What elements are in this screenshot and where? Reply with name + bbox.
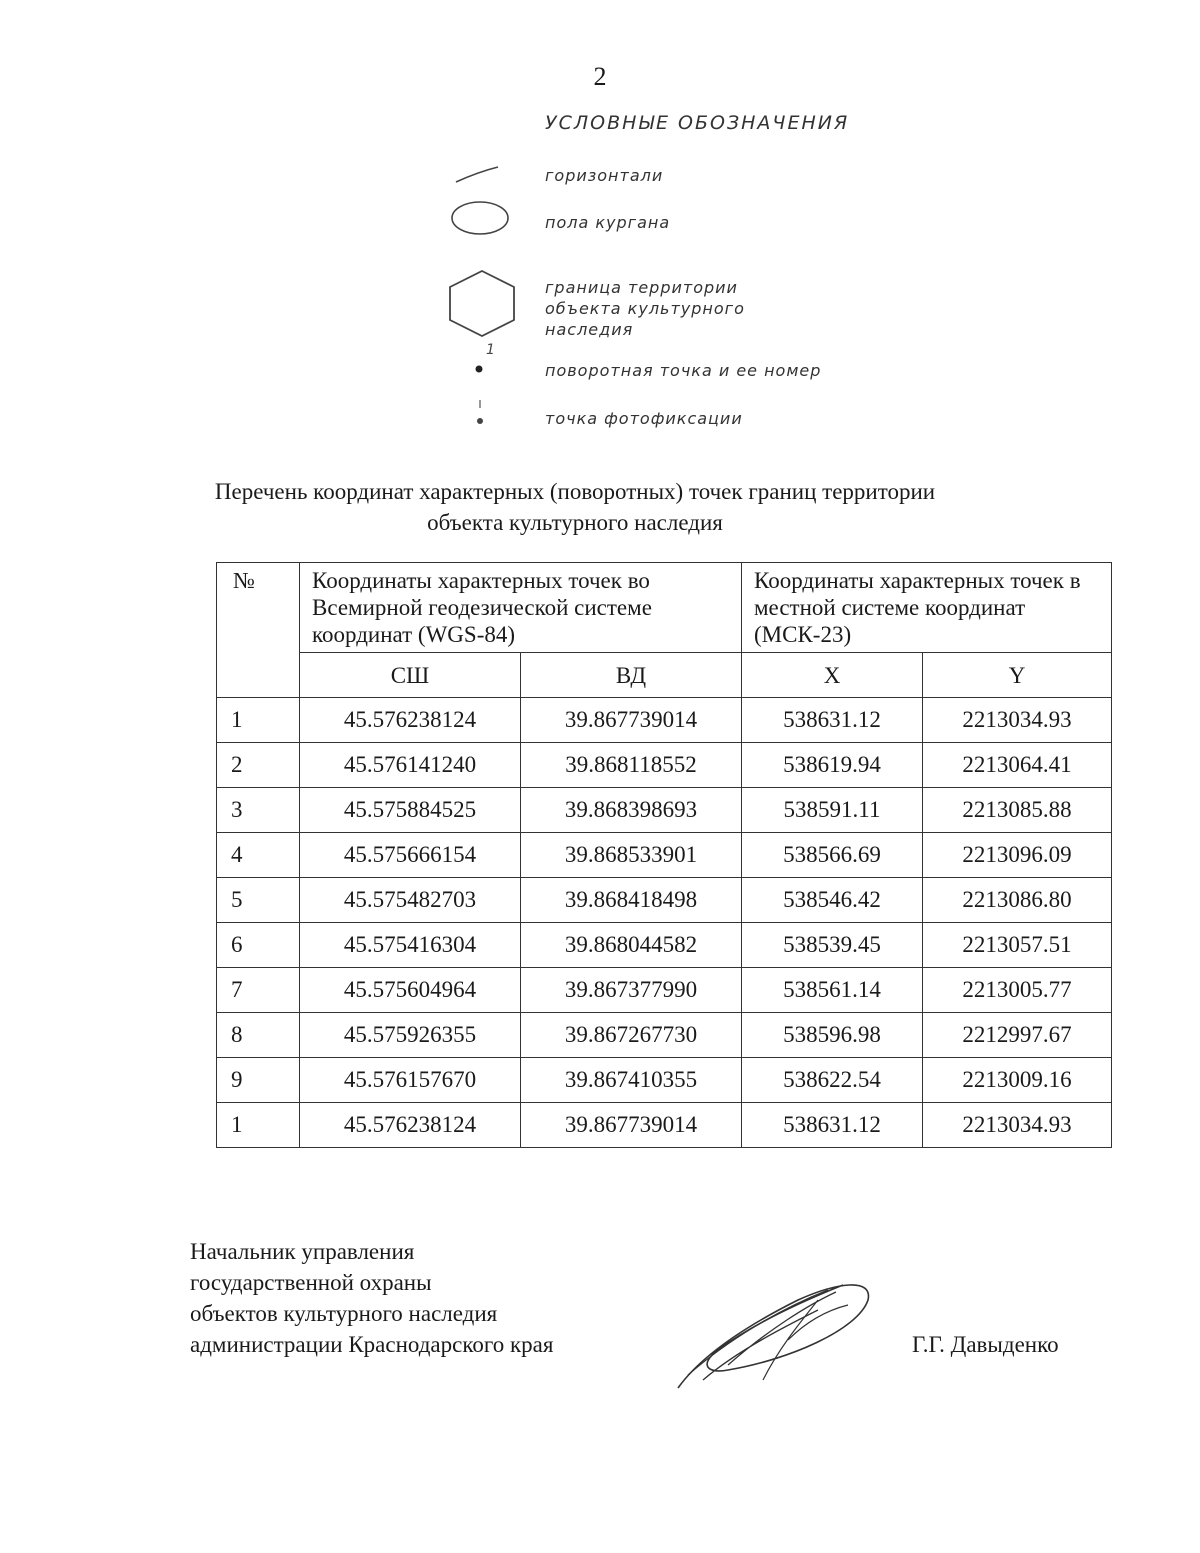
column-header-number: № <box>217 563 300 698</box>
table-row <box>217 878 1112 923</box>
table-row <box>217 743 1112 788</box>
cell-x: 538596.98 <box>742 1013 923 1058</box>
signer-position-line: государственной охраны <box>190 1270 432 1295</box>
cell-lon: 39.867410355 <box>521 1058 742 1103</box>
cell-x: 538546.42 <box>742 878 923 923</box>
cell-lat: 45.576238124 <box>300 698 521 743</box>
signer-position <box>190 1236 553 1360</box>
column-group-wgs84: Координаты характерных точек во Всемирной геодезической системе координат (WGS-84) <box>300 563 742 653</box>
cell-lon: 39.867377990 <box>521 968 742 1013</box>
signer-position-line: объектов культурного наследия <box>190 1301 498 1326</box>
hexagon-icon <box>444 268 520 340</box>
cell-lon: 39.868533901 <box>521 833 742 878</box>
signer-position-line: Начальник управления <box>190 1239 415 1264</box>
cell-y: 2213064.41 <box>923 743 1112 788</box>
legend-label-photo-point: точка фотофиксации <box>545 409 743 428</box>
turning-point-icon <box>470 340 500 376</box>
page-number: 2 <box>593 62 607 91</box>
cell-lat: 45.576238124 <box>300 1103 521 1148</box>
ellipse-icon <box>448 198 512 238</box>
legend-label-turning-point: поворотная точка и ее номер <box>545 361 822 380</box>
cell-lon: 39.868044582 <box>521 923 742 968</box>
cell-x: 538619.94 <box>742 743 923 788</box>
cell-x: 538631.12 <box>742 698 923 743</box>
cell-lon: 39.868118552 <box>521 743 742 788</box>
cell-x: 538622.54 <box>742 1058 923 1103</box>
cell-lon: 39.868418498 <box>521 878 742 923</box>
table-title <box>0 476 1200 538</box>
table-row <box>217 833 1112 878</box>
cell-y: 2213034.93 <box>923 698 1112 743</box>
turning-point-marker: 1 <box>486 342 495 358</box>
legend-label-contours: горизонтали <box>545 166 664 185</box>
table-row <box>217 1013 1112 1058</box>
cell-x: 538566.69 <box>742 833 923 878</box>
legend-label-boundary: граница территории объекта культурного наследия <box>545 278 745 339</box>
column-header-y: Y <box>923 653 1112 698</box>
cell-lat: 45.575666154 <box>300 833 521 878</box>
cell-x: 538591.11 <box>742 788 923 833</box>
cell-lat: 45.576141240 <box>300 743 521 788</box>
cell-number: 9 <box>217 1058 300 1103</box>
table-row <box>217 1103 1112 1148</box>
table-row <box>217 1058 1112 1103</box>
column-header-x: X <box>742 653 923 698</box>
cell-y: 2213005.77 <box>923 968 1112 1013</box>
column-header-lon: ВД <box>521 653 742 698</box>
cell-number: 6 <box>217 923 300 968</box>
cell-lat: 45.575926355 <box>300 1013 521 1058</box>
cell-number: 5 <box>217 878 300 923</box>
cell-lon: 39.867739014 <box>521 698 742 743</box>
table-row <box>217 698 1112 743</box>
table-header-row <box>217 563 1112 653</box>
signer-name: Г.Г. Давыденко <box>912 1332 1059 1357</box>
cell-lat: 45.575884525 <box>300 788 521 833</box>
cell-number: 8 <box>217 1013 300 1058</box>
cell-lon: 39.868398693 <box>521 788 742 833</box>
cell-x: 538631.12 <box>742 1103 923 1148</box>
cell-y: 2213086.80 <box>923 878 1112 923</box>
table-row <box>217 923 1112 968</box>
table-row <box>217 788 1112 833</box>
coordinates-table <box>216 562 1112 1148</box>
cell-lat: 45.575604964 <box>300 968 521 1013</box>
cell-y: 2213057.51 <box>923 923 1112 968</box>
handwritten-signature <box>668 1270 888 1395</box>
cell-lat: 45.575482703 <box>300 878 521 923</box>
column-header-lat: СШ <box>300 653 521 698</box>
cell-number: 3 <box>217 788 300 833</box>
table-row <box>217 968 1112 1013</box>
photo-point-icon <box>470 396 490 430</box>
cell-number: 7 <box>217 968 300 1013</box>
cell-number: 1 <box>217 1103 300 1148</box>
cell-number: 4 <box>217 833 300 878</box>
cell-lon: 39.867267730 <box>521 1013 742 1058</box>
cell-lon: 39.867739014 <box>521 1103 742 1148</box>
column-group-msk23: Координаты характерных точек в местной системе координат (МСК-23) <box>742 563 1112 653</box>
cell-x: 538539.45 <box>742 923 923 968</box>
cell-y: 2213009.16 <box>923 1058 1112 1103</box>
cell-number: 1 <box>217 698 300 743</box>
table-subheader-row <box>217 653 1112 698</box>
table-title-line-1: Перечень координат характерных (поворотных) точек границ территории <box>214 479 936 504</box>
cell-x: 538561.14 <box>742 968 923 1013</box>
legend-title: УСЛОВНЫЕ ОБОЗНАЧЕНИЯ <box>545 112 850 134</box>
cell-y: 2213085.88 <box>923 788 1112 833</box>
table-title-line-2: объекта культурного наследия <box>427 510 723 535</box>
cell-y: 2212997.67 <box>923 1013 1112 1058</box>
cell-lat: 45.575416304 <box>300 923 521 968</box>
legend-label-mound: пола кургана <box>545 213 671 232</box>
contour-line-icon <box>452 164 502 186</box>
signer-position-line: администрации Краснодарского края <box>190 1332 554 1357</box>
cell-y: 2213034.93 <box>923 1103 1112 1148</box>
cell-lat: 45.576157670 <box>300 1058 521 1103</box>
cell-number: 2 <box>217 743 300 788</box>
cell-y: 2213096.09 <box>923 833 1112 878</box>
